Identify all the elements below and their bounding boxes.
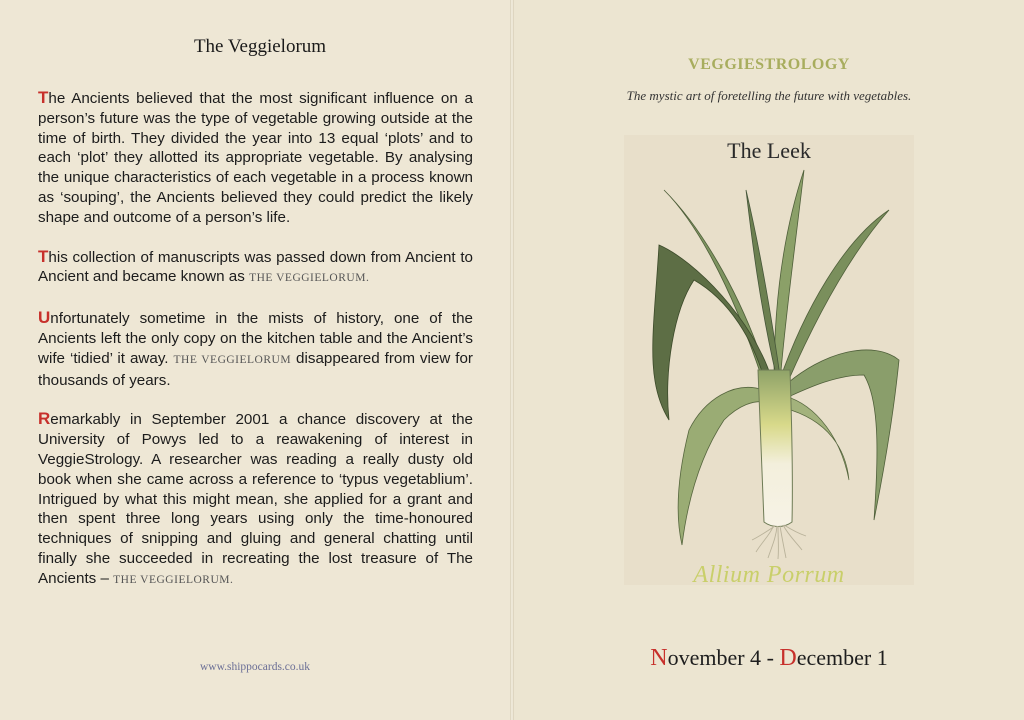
latin-name: Allium Porrum — [693, 562, 845, 588]
paragraph-text: he Ancients believed that the most significant influence on a person’s future was the type of vegetable growing outside at the time of birth. They divided the year into 13 equal ‘plots’ and to each ‘plot’ they allotted its appropriate vegetable. By analysing the unique characteristics of each vegetable in a process known as ‘souping’, the Ancients believed they could predict the likely shape and outcome of a person’s life. — [38, 90, 473, 226]
right-page — [514, 0, 1024, 720]
drop-initial: R — [38, 409, 51, 429]
date-separator: - — [761, 645, 780, 670]
website-url: www.shippocards.co.uk — [199, 661, 311, 673]
story-text — [38, 88, 473, 610]
paragraph-text: emarkably in September 2001 a chance discovery at the University of Powys led to a reawakening of interest in VeggieStrology. A researcher was reading a really dusty old book when she came across a reference to ‘typus vegetablium’. Intrigued by what this might mean, she applied for a grant and then spent three long years using only the time-honoured techniques of snipping and gluing and general chatting until finally she succeeded in recreating the lost treasure of The Ancients – — [38, 411, 473, 587]
drop-initial: T — [38, 246, 49, 266]
brand-title: VEGGIESTROLOGY — [688, 56, 850, 73]
veggielorum-caps: THE VEGGIELORUM — [173, 353, 292, 366]
paragraph-text-after: disappeared from view for thousands of years. — [38, 349, 473, 389]
date-start: ovember 4 — [667, 645, 762, 670]
paragraph-4 — [38, 409, 473, 590]
illustration-title: The Leek — [727, 138, 811, 163]
veggielorum-caps: THE VEGGIELORUM. — [113, 573, 234, 586]
paragraph-text: nfortunately sometime in the mists of history, one of the Ancients left the only copy on the kitchen table and the Ancient’s wife ‘tidied’ it away. — [38, 310, 473, 367]
date-range — [514, 645, 1024, 672]
paragraph-1 — [38, 88, 473, 228]
drop-initial: T — [38, 88, 49, 107]
tagline: The mystic art of foretelling the future with vegetables. — [626, 88, 912, 103]
paragraph-2 — [38, 247, 473, 290]
page-title: The Veggielorum — [193, 36, 327, 57]
drop-initial: U — [38, 308, 51, 328]
date-end: ecember 1 — [796, 645, 888, 670]
date-end-initial: D — [779, 645, 797, 671]
date-start-initial: N — [650, 645, 668, 671]
leek-illustration — [634, 150, 904, 560]
paragraph-text: his collection of manuscripts was passed down from Ancient to Ancient and became known as — [38, 248, 473, 286]
veggielorum-caps: THE VEGGIELORUM. — [249, 272, 370, 285]
left-page — [0, 0, 510, 720]
paragraph-3 — [38, 308, 473, 390]
